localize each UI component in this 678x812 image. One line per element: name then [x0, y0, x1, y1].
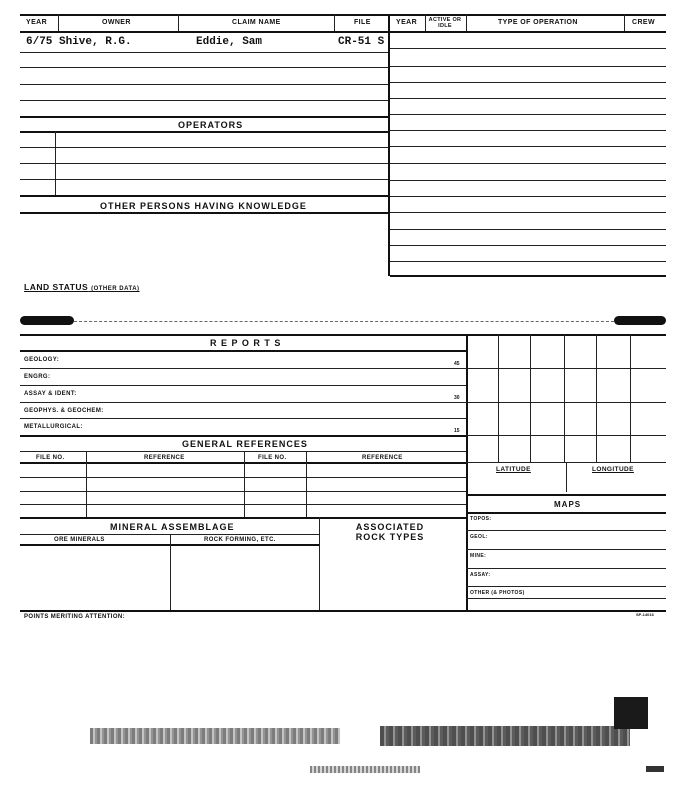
reports-title: R E P O R T S [210, 338, 282, 348]
ref-reference-header: REFERENCE [144, 455, 185, 461]
maps-other-label: OTHER (& PHOTOS) [470, 590, 525, 596]
report-num-geology: 45 [454, 361, 460, 367]
other-persons-title: OTHER PERSONS HAVING KNOWLEDGE [100, 201, 307, 211]
claim-name-header: CLAIM NAME [232, 19, 281, 26]
land-status-label: LAND STATUS [24, 282, 89, 292]
land-status-note: (OTHER DATA) [91, 286, 140, 292]
rock-forming-header: ROCK FORMING, ETC. [204, 537, 276, 543]
land-status-title [24, 282, 140, 292]
entry-file: CR-51 S [338, 36, 385, 48]
maps-geol-label: GEOL: [470, 534, 488, 540]
maps-topos-label: TOPOS: [470, 516, 492, 522]
maps-assay-label: ASSAY: [470, 572, 491, 578]
ref-file-no-header-2: FILE NO. [258, 455, 287, 461]
owner-header: OWNER [102, 19, 131, 26]
report-label-assay: ASSAY & IDENT: [24, 391, 77, 397]
longitude-label: LONGITUDE [592, 466, 634, 473]
maps-title: MAPS [554, 500, 582, 509]
report-num-assay: 30 [454, 395, 460, 401]
general-references-title: GENERAL REFERENCES [182, 439, 308, 449]
report-label-engrg: ENGRG: [24, 374, 51, 380]
report-num-metallurgical: 15 [454, 428, 460, 434]
file-header: FILE [354, 19, 371, 26]
associated-rock-types-title: ASSOCIATED ROCK TYPES [355, 522, 425, 542]
ink-smear-right [614, 316, 666, 325]
type-of-operation-header: TYPE OF OPERATION [498, 19, 578, 26]
year-header: YEAR [26, 19, 48, 26]
report-label-geophys: GEOPHYS. & GEOCHEM: [24, 408, 104, 414]
form-code: SP-14016 [636, 612, 654, 617]
report-label-geology: GEOLOGY: [24, 357, 60, 363]
report-label-metallurgical: METALLURGICAL: [24, 424, 83, 430]
active-idle-header: ACTIVE OR IDLE [428, 17, 462, 29]
mineral-assemblage-title: MINERAL ASSEMBLAGE [110, 522, 235, 532]
maps-mine-label: MINE: [470, 553, 487, 559]
operators-title: OPERATORS [178, 120, 244, 130]
year-header-2: YEAR [396, 19, 418, 26]
ink-smear-left [20, 316, 74, 325]
crew-header: CREW [632, 19, 655, 26]
entry-year-owner: 6/75 Shive, R.G. [26, 36, 132, 48]
ref-reference-header-2: REFERENCE [362, 455, 403, 461]
ore-minerals-header: ORE MINERALS [54, 537, 105, 543]
points-meriting-attention-label: POINTS MERITING ATTENTION: [24, 614, 126, 620]
ref-file-no-header: FILE NO. [36, 455, 65, 461]
latitude-label: LATITUDE [496, 466, 531, 473]
entry-claim-name: Eddie, Sam [196, 36, 263, 48]
